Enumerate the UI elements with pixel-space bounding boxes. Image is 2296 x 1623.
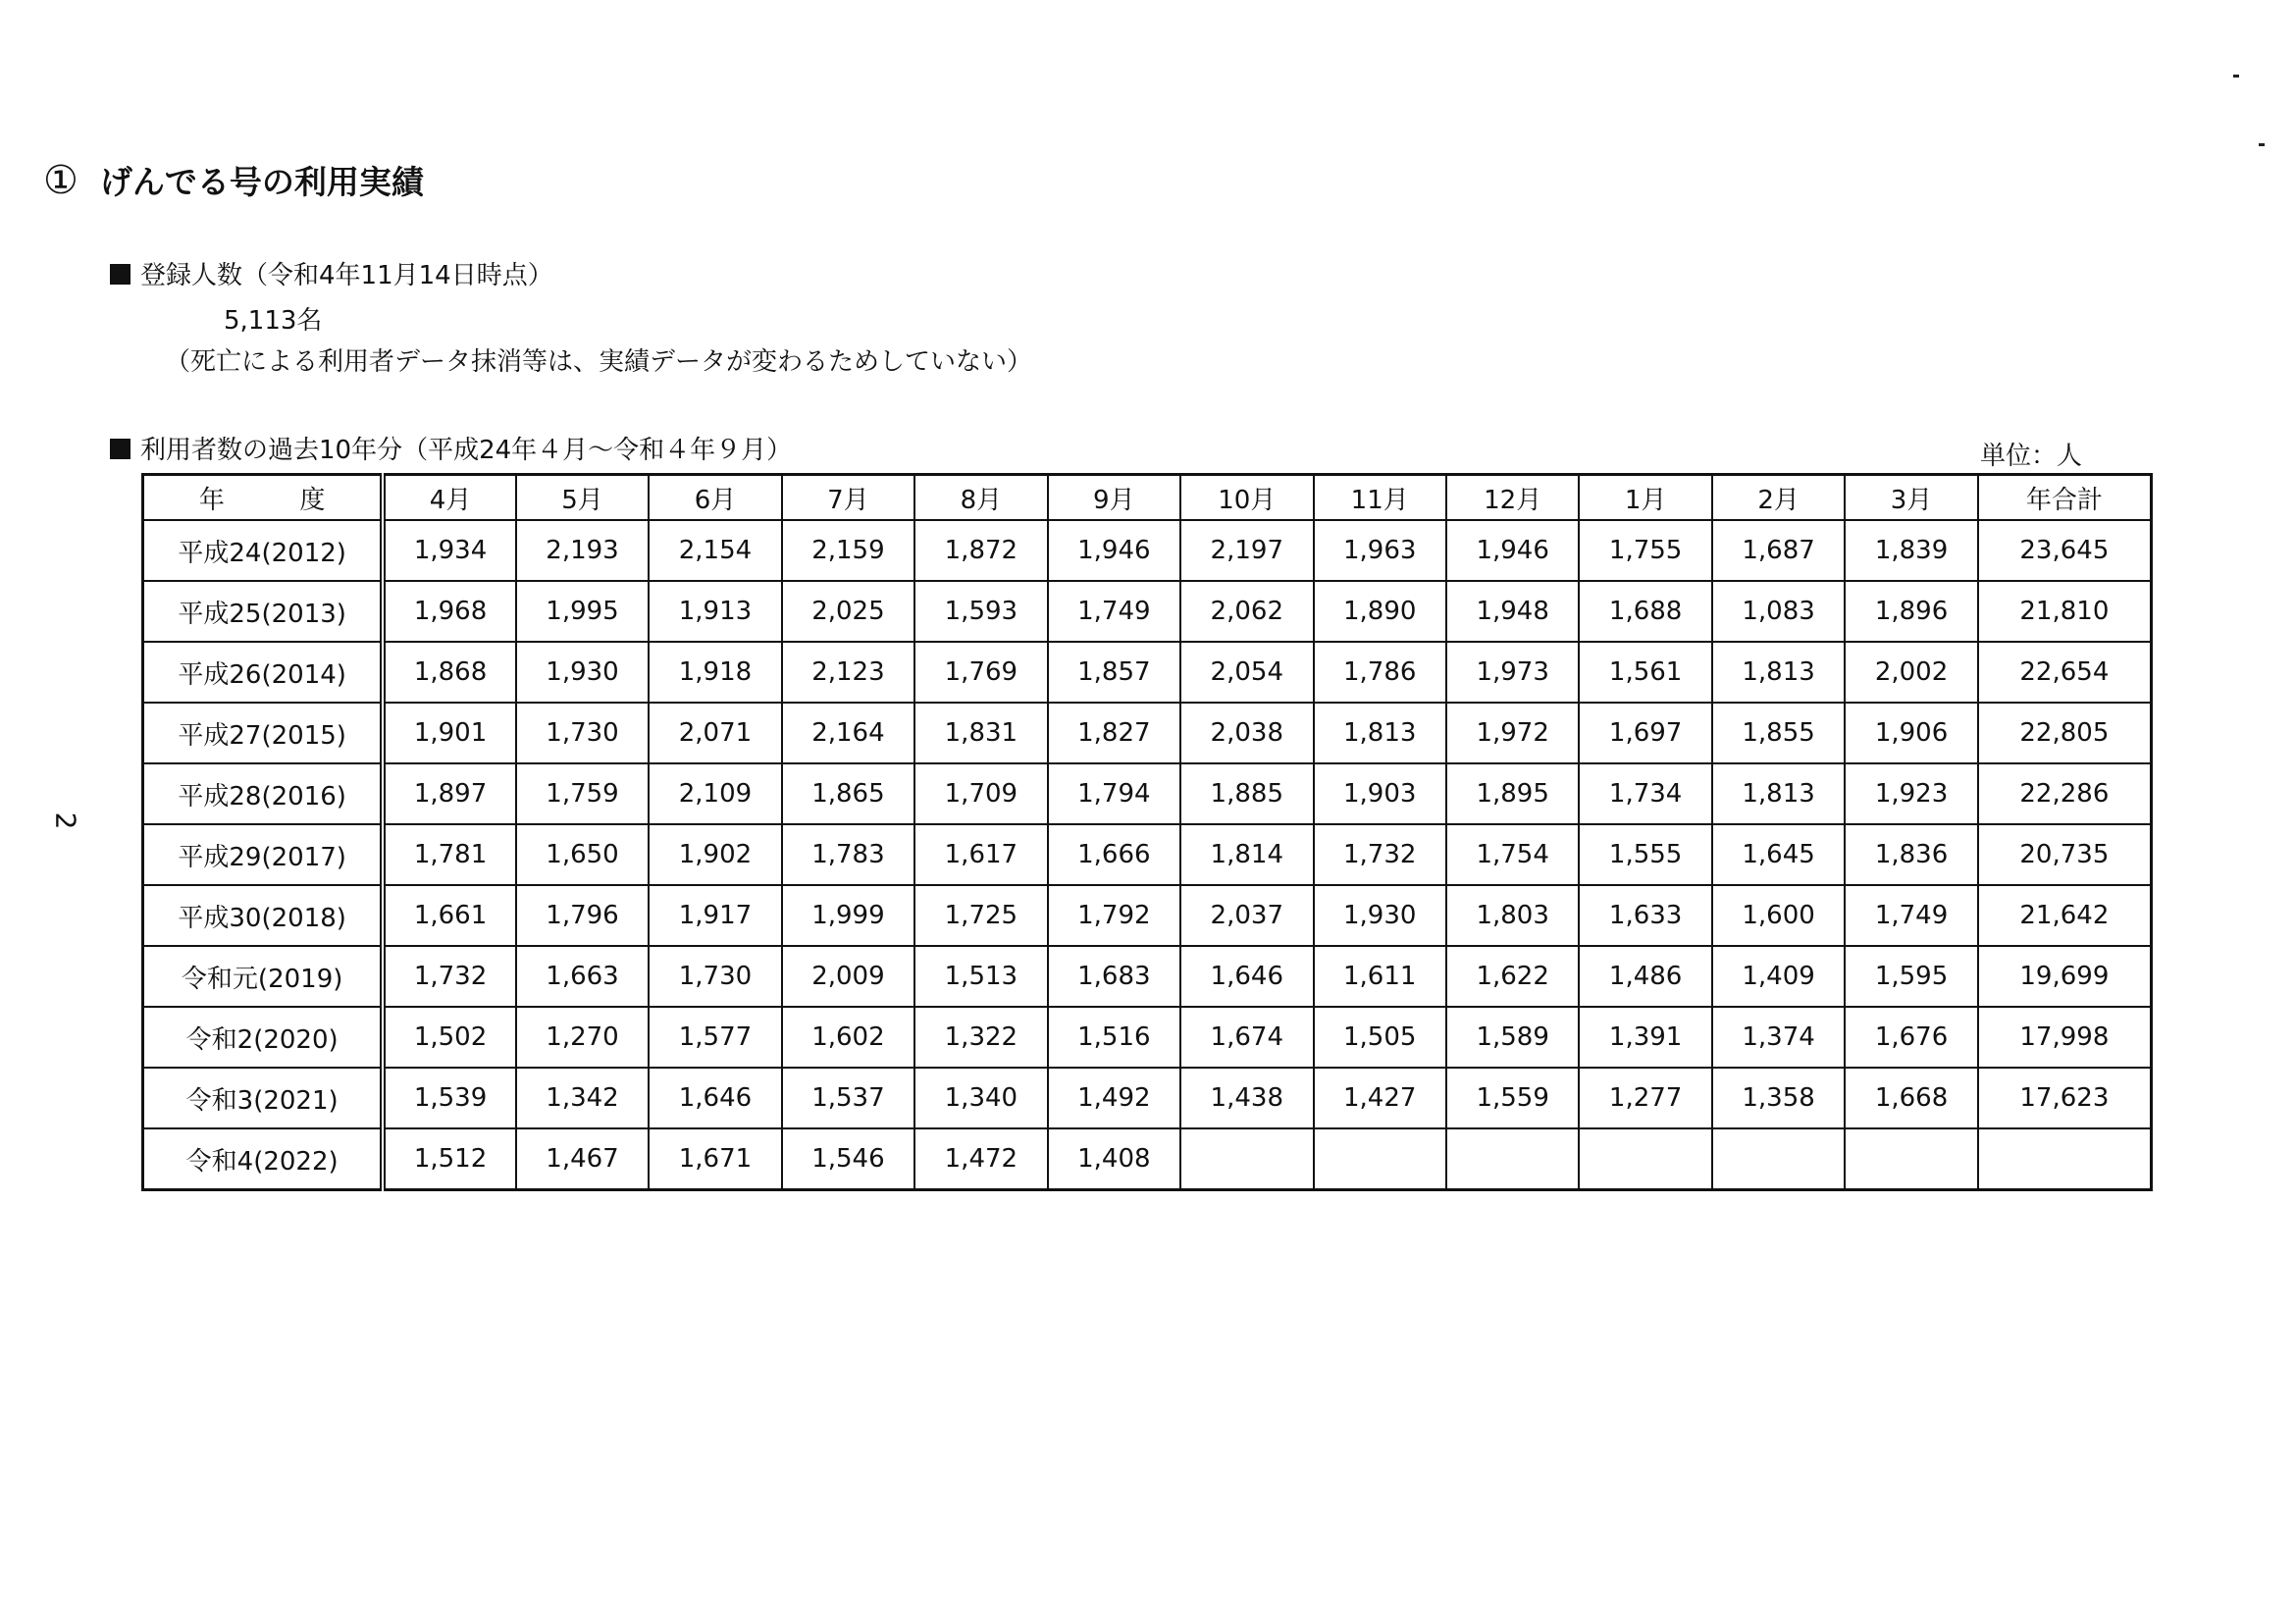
year-cell: 令和2(2020) — [143, 1007, 384, 1068]
value-cell: 1,972 — [1446, 703, 1579, 763]
value-cell — [1446, 1128, 1579, 1190]
value-cell: 1,277 — [1579, 1068, 1711, 1128]
value-cell: 1,602 — [782, 1007, 914, 1068]
value-cell: 1,611 — [1314, 946, 1446, 1007]
value-cell: 1,555 — [1579, 824, 1711, 885]
value-cell: 1,645 — [1712, 824, 1845, 885]
value-cell: 1,831 — [914, 703, 1047, 763]
table-body — [143, 520, 2152, 1190]
table-row — [143, 824, 2152, 885]
value-cell: 1,754 — [1446, 824, 1579, 885]
value-cell: 1,769 — [914, 642, 1047, 703]
value-cell: 2,197 — [1180, 520, 1313, 581]
month-header: 3月 — [1845, 475, 1977, 521]
year-cell: 平成26(2014) — [143, 642, 384, 703]
table-row — [143, 946, 2152, 1007]
value-cell: 1,946 — [1446, 520, 1579, 581]
value-cell: 1,486 — [1579, 946, 1711, 1007]
value-cell: 2,154 — [649, 520, 781, 581]
value-cell — [1845, 1128, 1977, 1190]
value-cell: 1,666 — [1048, 824, 1180, 885]
value-cell: 1,725 — [914, 885, 1047, 946]
value-cell: 1,946 — [1048, 520, 1180, 581]
value-cell: 1,342 — [516, 1068, 649, 1128]
value-cell: 1,890 — [1314, 581, 1446, 642]
value-cell: 1,839 — [1845, 520, 1977, 581]
value-cell: 1,559 — [1446, 1068, 1579, 1128]
value-cell: 1,083 — [1712, 581, 1845, 642]
value-cell: 2,159 — [782, 520, 914, 581]
value-cell: 1,633 — [1579, 885, 1711, 946]
value-cell: 1,646 — [1180, 946, 1313, 1007]
value-cell — [1579, 1128, 1711, 1190]
month-header: 4月 — [383, 475, 515, 521]
scan-mark — [2259, 143, 2265, 146]
value-cell: 1,600 — [1712, 885, 1845, 946]
value-cell: 2,054 — [1180, 642, 1313, 703]
value-cell: 1,492 — [1048, 1068, 1180, 1128]
value-cell: 1,792 — [1048, 885, 1180, 946]
value-cell: 1,872 — [914, 520, 1047, 581]
value-cell: 1,995 — [516, 581, 649, 642]
year-cell: 平成27(2015) — [143, 703, 384, 763]
value-cell — [1314, 1128, 1446, 1190]
table-row — [143, 581, 2152, 642]
value-cell: 1,617 — [914, 824, 1047, 885]
total-cell: 22,805 — [1978, 703, 2152, 763]
square-bullet-icon — [110, 264, 130, 285]
value-cell: 1,516 — [1048, 1007, 1180, 1068]
year-cell: 令和3(2021) — [143, 1068, 384, 1128]
total-cell: 22,286 — [1978, 763, 2152, 824]
value-cell: 1,589 — [1446, 1007, 1579, 1068]
section-title: げんでる号の利用実績 — [99, 163, 424, 201]
value-cell: 1,734 — [1579, 763, 1711, 824]
value-cell: 1,467 — [516, 1128, 649, 1190]
value-cell: 1,749 — [1048, 581, 1180, 642]
month-header: 2月 — [1712, 475, 1845, 521]
value-cell: 1,897 — [383, 763, 515, 824]
table-row — [143, 763, 2152, 824]
value-cell: 1,781 — [383, 824, 515, 885]
value-cell: 1,836 — [1845, 824, 1977, 885]
value-cell: 1,913 — [649, 581, 781, 642]
value-cell: 1,902 — [649, 824, 781, 885]
value-cell: 1,934 — [383, 520, 515, 581]
value-cell: 2,071 — [649, 703, 781, 763]
value-cell: 1,622 — [1446, 946, 1579, 1007]
value-cell: 1,663 — [516, 946, 649, 1007]
value-cell: 2,009 — [782, 946, 914, 1007]
value-cell — [1712, 1128, 1845, 1190]
value-cell: 1,923 — [1845, 763, 1977, 824]
year-header — [143, 475, 384, 521]
value-cell: 1,813 — [1314, 703, 1446, 763]
value-cell: 1,270 — [516, 1007, 649, 1068]
value-cell: 1,732 — [1314, 824, 1446, 885]
total-cell: 20,735 — [1978, 824, 2152, 885]
value-cell: 1,901 — [383, 703, 515, 763]
table-row — [143, 1007, 2152, 1068]
value-cell: 1,918 — [649, 642, 781, 703]
value-cell: 2,002 — [1845, 642, 1977, 703]
scan-mark — [2233, 75, 2239, 78]
total-cell: 19,699 — [1978, 946, 2152, 1007]
value-cell: 1,340 — [914, 1068, 1047, 1128]
month-header: 9月 — [1048, 475, 1180, 521]
value-cell: 1,513 — [914, 946, 1047, 1007]
value-cell: 1,857 — [1048, 642, 1180, 703]
value-cell: 1,472 — [914, 1128, 1047, 1190]
value-cell: 1,688 — [1579, 581, 1711, 642]
value-cell: 1,561 — [1579, 642, 1711, 703]
year-cell: 令和4(2022) — [143, 1128, 384, 1190]
month-header: 10月 — [1180, 475, 1313, 521]
total-header: 年合計 — [1978, 475, 2152, 521]
value-cell: 1,539 — [383, 1068, 515, 1128]
value-cell: 1,759 — [516, 763, 649, 824]
value-cell: 1,391 — [1579, 1007, 1711, 1068]
value-cell: 1,885 — [1180, 763, 1313, 824]
value-cell: 1,687 — [1712, 520, 1845, 581]
year-cell: 平成30(2018) — [143, 885, 384, 946]
value-cell: 2,037 — [1180, 885, 1313, 946]
value-cell: 1,374 — [1712, 1007, 1845, 1068]
total-cell: 21,810 — [1978, 581, 2152, 642]
value-cell: 1,676 — [1845, 1007, 1977, 1068]
square-bullet-icon — [110, 439, 130, 459]
value-cell: 1,814 — [1180, 824, 1313, 885]
table-header-row — [143, 475, 2152, 521]
value-cell: 1,783 — [782, 824, 914, 885]
year-cell: 平成24(2012) — [143, 520, 384, 581]
value-cell: 1,865 — [782, 763, 914, 824]
value-cell: 1,794 — [1048, 763, 1180, 824]
page-number: 2 — [49, 812, 82, 830]
month-header: 5月 — [516, 475, 649, 521]
value-cell: 1,697 — [1579, 703, 1711, 763]
value-cell: 1,730 — [516, 703, 649, 763]
value-cell: 1,963 — [1314, 520, 1446, 581]
value-cell: 1,502 — [383, 1007, 515, 1068]
value-cell: 2,123 — [782, 642, 914, 703]
value-cell: 1,668 — [1845, 1068, 1977, 1128]
value-cell: 1,813 — [1712, 642, 1845, 703]
value-cell: 1,973 — [1446, 642, 1579, 703]
value-cell: 1,930 — [1314, 885, 1446, 946]
month-header: 6月 — [649, 475, 781, 521]
value-cell: 1,903 — [1314, 763, 1446, 824]
value-cell: 2,025 — [782, 581, 914, 642]
total-cell: 17,998 — [1978, 1007, 2152, 1068]
value-cell: 1,813 — [1712, 763, 1845, 824]
month-header: 12月 — [1446, 475, 1579, 521]
value-cell: 1,906 — [1845, 703, 1977, 763]
month-header: 11月 — [1314, 475, 1446, 521]
value-cell: 1,755 — [1579, 520, 1711, 581]
value-cell: 2,109 — [649, 763, 781, 824]
value-cell: 1,803 — [1446, 885, 1579, 946]
value-cell: 1,896 — [1845, 581, 1977, 642]
value-cell: 1,650 — [516, 824, 649, 885]
value-cell: 1,917 — [649, 885, 781, 946]
unit-label: 単位：人 — [1980, 442, 2083, 471]
value-cell: 1,895 — [1446, 763, 1579, 824]
value-cell: 1,683 — [1048, 946, 1180, 1007]
month-header: 1月 — [1579, 475, 1711, 521]
value-cell: 1,749 — [1845, 885, 1977, 946]
month-header: 8月 — [914, 475, 1047, 521]
total-cell: 22,654 — [1978, 642, 2152, 703]
value-cell: 1,827 — [1048, 703, 1180, 763]
value-cell: 1,593 — [914, 581, 1047, 642]
year-header-char-1: 年 — [198, 485, 225, 515]
value-cell: 1,646 — [649, 1068, 781, 1128]
value-cell: 1,661 — [383, 885, 515, 946]
value-cell: 1,855 — [1712, 703, 1845, 763]
value-cell: 1,868 — [383, 642, 515, 703]
registration-line — [110, 261, 553, 291]
value-cell: 1,796 — [516, 885, 649, 946]
year-cell: 令和元(2019) — [143, 946, 384, 1007]
value-cell: 1,408 — [1048, 1128, 1180, 1190]
table-row — [143, 642, 2152, 703]
value-cell: 1,595 — [1845, 946, 1977, 1007]
value-cell: 1,709 — [914, 763, 1047, 824]
registration-value: 5,113名 — [224, 306, 323, 336]
registration-label: 登録人数（令和4年11月14日時点） — [140, 261, 553, 290]
value-cell: 1,505 — [1314, 1007, 1446, 1068]
value-cell: 1,786 — [1314, 642, 1446, 703]
value-cell: 1,732 — [383, 946, 515, 1007]
table-row — [143, 703, 2152, 763]
value-cell: 2,062 — [1180, 581, 1313, 642]
value-cell: 1,537 — [782, 1068, 914, 1128]
value-cell: 1,512 — [383, 1128, 515, 1190]
value-cell — [1180, 1128, 1313, 1190]
usage-line — [110, 436, 792, 466]
value-cell: 1,409 — [1712, 946, 1845, 1007]
month-header: 7月 — [782, 475, 914, 521]
value-cell: 1,968 — [383, 581, 515, 642]
value-cell: 2,193 — [516, 520, 649, 581]
value-cell: 1,948 — [1446, 581, 1579, 642]
value-cell: 1,999 — [782, 885, 914, 946]
value-cell: 1,322 — [914, 1007, 1047, 1068]
year-cell: 平成28(2016) — [143, 763, 384, 824]
value-cell: 1,358 — [1712, 1068, 1845, 1128]
table-row — [143, 1068, 2152, 1128]
total-cell: 21,642 — [1978, 885, 2152, 946]
year-header-char-2: 度 — [299, 485, 326, 515]
table-row — [143, 885, 2152, 946]
value-cell: 1,577 — [649, 1007, 781, 1068]
table-row — [143, 1128, 2152, 1190]
total-cell — [1978, 1128, 2152, 1190]
total-cell: 17,623 — [1978, 1068, 2152, 1128]
value-cell: 1,930 — [516, 642, 649, 703]
year-cell: 平成29(2017) — [143, 824, 384, 885]
table-row — [143, 520, 2152, 581]
value-cell: 1,671 — [649, 1128, 781, 1190]
value-cell: 1,730 — [649, 946, 781, 1007]
section-heading — [43, 157, 424, 203]
year-cell: 平成25(2013) — [143, 581, 384, 642]
value-cell: 2,164 — [782, 703, 914, 763]
value-cell: 1,438 — [1180, 1068, 1313, 1128]
value-cell: 2,038 — [1180, 703, 1313, 763]
value-cell: 1,674 — [1180, 1007, 1313, 1068]
value-cell: 1,546 — [782, 1128, 914, 1190]
value-cell: 1,427 — [1314, 1068, 1446, 1128]
usage-table — [141, 473, 2153, 1191]
section-number: ① — [43, 157, 78, 203]
usage-label: 利用者数の過去10年分（平成24年４月～令和４年９月） — [140, 436, 793, 465]
registration-note: （死亡による利用者データ抹消等は、実績データが変わるためしていない） — [165, 347, 1033, 377]
total-cell: 23,645 — [1978, 520, 2152, 581]
